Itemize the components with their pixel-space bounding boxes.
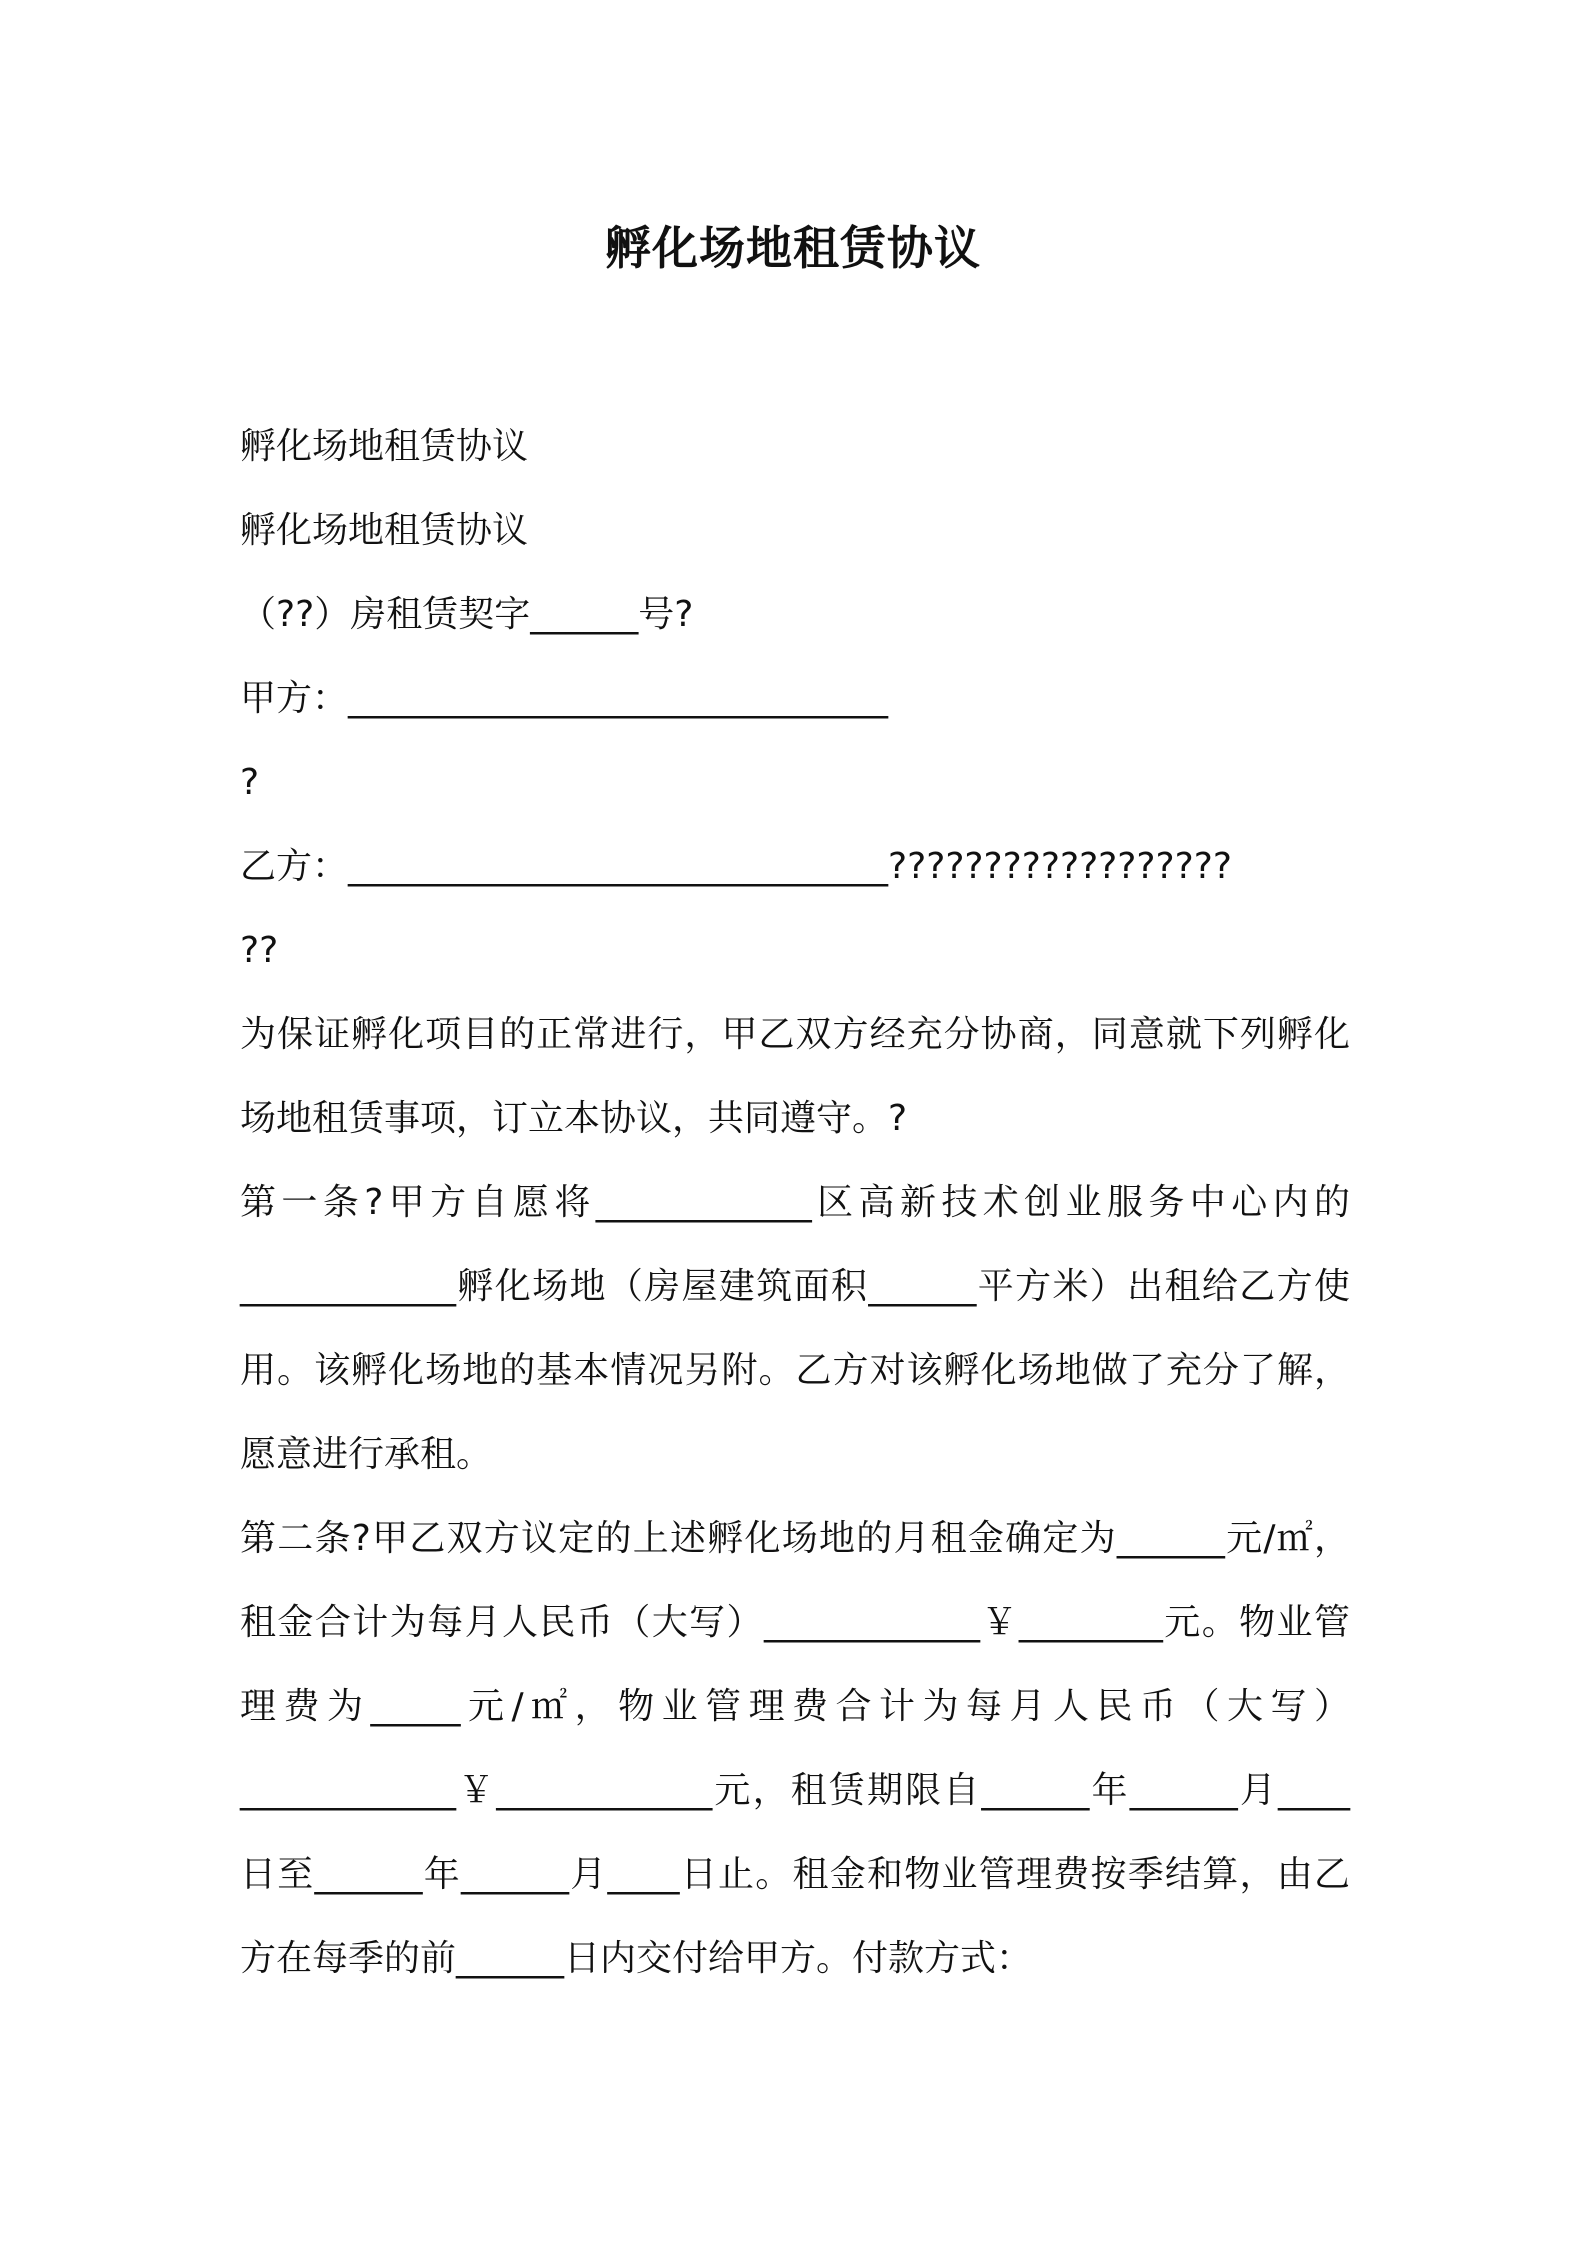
- preamble-paragraph: 为保证孵化项目的正常进行，甲乙双方经充分协商，同意就下列孵化场地租赁事项，订立本协议，共同遵守。?: [240, 1014, 1350, 1139]
- party-a-line: 甲方：______________________________: [240, 678, 889, 719]
- subtitle-line-1: 孵化场地租赁协议: [240, 426, 529, 467]
- article-2-paragraph: 第二条?甲乙双方议定的上述孵化场地的月租金确定为______元/㎡，租金合计为每月人民币（大写）____________￥________元。物业管理费为_____元/㎡，物业管理费合计为每月人民币（大写）____________￥____________元，租赁期限自______年______月____日至______年______月____日止。租金和物业管理费按季结算，由乙方在每季的前______日内交付给甲方。付款方式：: [240, 1518, 1350, 1979]
- article-1-paragraph: 第一条?甲方自愿将____________区高新技术创业服务中心内的____________孵化场地（房屋建筑面积______平方米）出租给乙方使用。该孵化场地的基本情况另附。乙方对该孵化场地做了充分了解，愿意进行承租。: [240, 1182, 1350, 1475]
- party-b-line: 乙方：______________________________??????????????????: [240, 846, 1232, 887]
- placeholder-line-2: ??: [240, 930, 279, 971]
- subtitle-line-2: 孵化场地租赁协议: [240, 510, 529, 551]
- placeholder-line-1: ?: [240, 762, 260, 803]
- document-body: [240, 405, 1350, 2001]
- document-title: 孵化场地租赁协议: [605, 221, 981, 275]
- contract-number-line: （??）房租赁契字______号?: [240, 594, 694, 635]
